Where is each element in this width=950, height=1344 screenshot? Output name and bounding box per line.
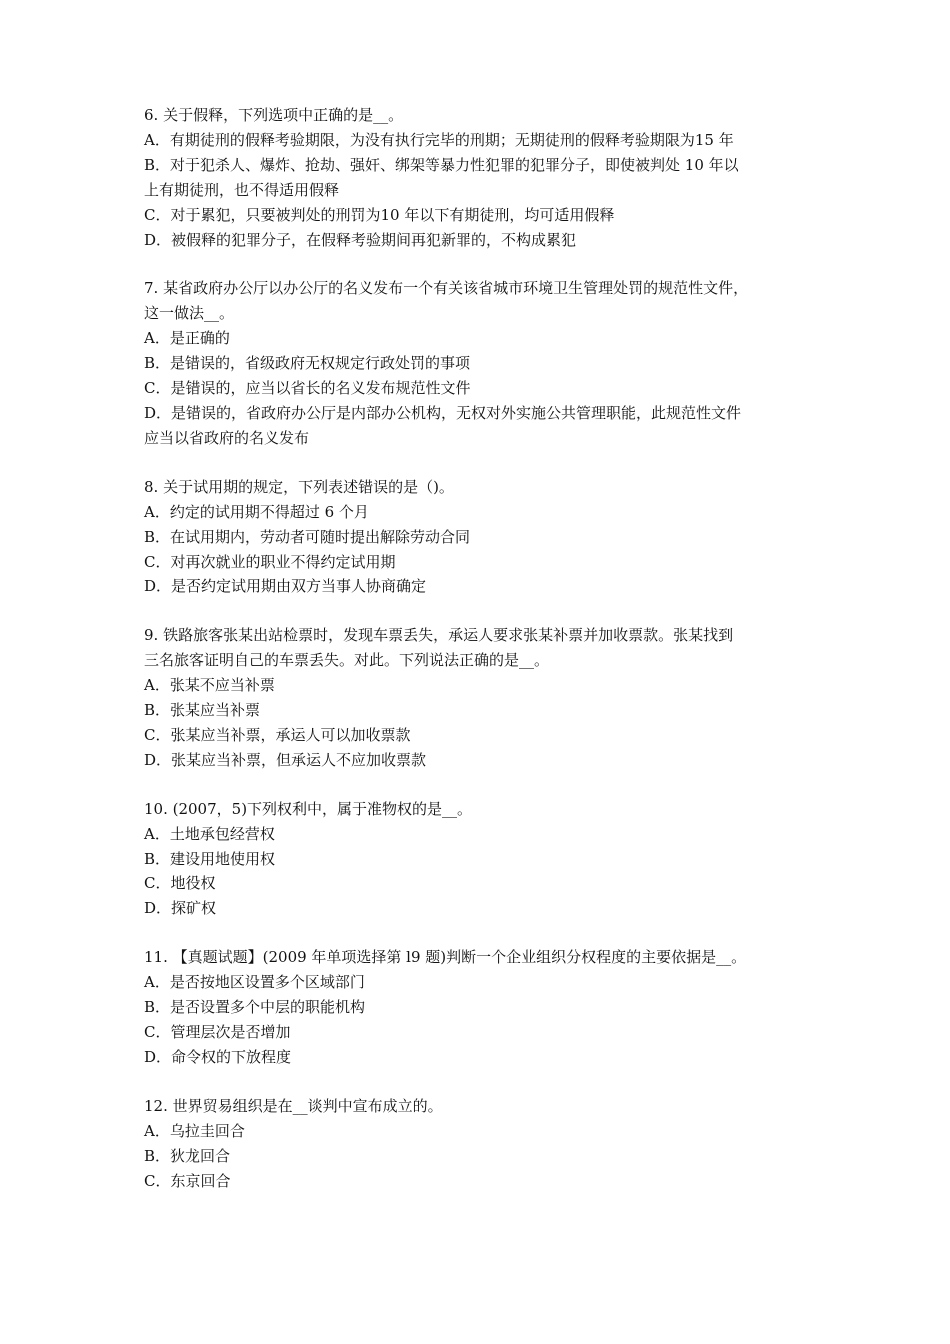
- option-b: [144, 153, 824, 203]
- option-line: C．张某应当补票，承运人可以加收票款: [144, 725, 411, 744]
- question-stem: [144, 623, 824, 673]
- option-d: [144, 228, 824, 253]
- option-line: A．是否按地区设置多个区域部门: [144, 973, 365, 992]
- stem-line: 11. 【真题试题】(2009 年单项选择第 l9 题)判断一个企业组织分权程度的主要依据是__。: [144, 948, 747, 967]
- option-d: [144, 896, 824, 921]
- stem-line: 7. 某省政府办公厅以办公厅的名义发布一个有关该省城市环境卫生管理处罚的规范性文件，: [144, 279, 749, 298]
- option-line: D．探矿权: [144, 899, 217, 918]
- option-a: [144, 673, 824, 698]
- option-a: [144, 500, 824, 525]
- question-8: [144, 475, 824, 600]
- option-c: [144, 723, 824, 748]
- question-10: [144, 797, 824, 922]
- option-line: A．是正确的: [144, 329, 230, 348]
- stem-line: 6. 关于假释，下列选项中正确的是__。: [144, 106, 404, 124]
- option-c: [144, 376, 824, 401]
- question-stem: [144, 475, 824, 500]
- option-line: 应当以省政府的名义发布: [144, 428, 310, 447]
- option-b: [144, 525, 824, 550]
- question-stem: [144, 276, 824, 326]
- option-line: D．被假释的犯罪分子，在假释考验期间再犯新罪的，不构成累犯: [144, 230, 577, 249]
- option-b: [144, 1144, 824, 1169]
- option-line: C．是错误的，应当以省长的名义发布规范性文件: [144, 379, 471, 398]
- option-line: A．约定的试用期不得超过 6 个月: [144, 502, 369, 521]
- option-d: [144, 748, 824, 773]
- option-line: C．地役权: [144, 874, 216, 893]
- option-line: D．命令权的下放程度: [144, 1047, 292, 1066]
- question-12: [144, 1094, 824, 1194]
- question-stem: [144, 945, 824, 970]
- option-line: B．是否设置多个中层的职能机构: [144, 998, 366, 1017]
- question-7: [144, 276, 824, 450]
- option-line: A．张某不应当补票: [144, 676, 275, 695]
- option-d: [144, 401, 824, 451]
- document-page: [144, 103, 824, 1217]
- option-b: [144, 351, 824, 376]
- option-line: C．对于累犯，只要被判处的刑罚为10 年以下有期徒刑，均可适用假释: [144, 205, 615, 224]
- option-c: [144, 1169, 824, 1194]
- option-c: [144, 1020, 824, 1045]
- question-9: [144, 623, 824, 772]
- option-line: A．乌拉圭回合: [144, 1121, 245, 1140]
- option-b: [144, 995, 824, 1020]
- option-line: B．狄龙回合: [144, 1146, 231, 1165]
- question-11: [144, 945, 824, 1070]
- option-a: [144, 822, 824, 847]
- option-line: D．张某应当补票，但承运人不应加收票款: [144, 750, 427, 769]
- option-line: B．在试用期内，劳动者可随时提出解除劳动合同: [144, 527, 471, 546]
- question-stem: [144, 1094, 824, 1119]
- stem-line: 10. (2007，5)下列权利中，属于准物权的是__。: [144, 799, 473, 818]
- option-line: C．对再次就业的职业不得约定试用期: [144, 552, 396, 571]
- option-line: A．有期徒刑的假释考验期限，为没有执行完毕的刑期；无期徒刑的假释考验期限为15 年: [144, 130, 734, 149]
- option-line: C．管理层次是否增加: [144, 1023, 291, 1041]
- option-a: [144, 128, 824, 153]
- stem-line: 8. 关于试用期的规定，下列表述错误的是（)。: [144, 477, 454, 496]
- option-line: B．对于犯杀人、爆炸、抢劫、强奸、绑架等暴力性犯罪的犯罪分子，即使被判处 10 年以: [144, 155, 739, 174]
- option-line: B．张某应当补票: [144, 701, 261, 720]
- stem-line: 9. 铁路旅客张某出站检票时，发现车票丢失，承运人要求张某补票并加收票款。张某找到: [144, 626, 734, 645]
- option-d: [144, 574, 824, 599]
- stem-line: 这一做法__。: [144, 304, 235, 323]
- option-a: [144, 1119, 824, 1144]
- question-stem: [144, 797, 824, 822]
- option-b: [144, 847, 824, 872]
- option-d: [144, 1045, 824, 1070]
- question-6: [144, 103, 824, 252]
- question-stem: [144, 103, 824, 128]
- option-c: [144, 550, 824, 575]
- option-line: A．土地承包经营权: [144, 824, 275, 843]
- stem-line: 三名旅客证明自己的车票丢失。对此。下列说法正确的是__。: [144, 651, 550, 670]
- option-line: 上有期徒刑，也不得适用假释: [144, 180, 340, 199]
- option-b: [144, 698, 824, 723]
- option-c: [144, 871, 824, 896]
- option-a: [144, 970, 824, 995]
- option-c: [144, 203, 824, 228]
- option-line: B．建设用地使用权: [144, 849, 276, 868]
- option-line: C．东京回合: [144, 1171, 231, 1190]
- stem-line: 12. 世界贸易组织是在__谈判中宣布成立的。: [144, 1096, 443, 1115]
- option-a: [144, 326, 824, 351]
- option-line: D．是否约定试用期由双方当事人协商确定: [144, 577, 427, 596]
- option-line: D．是错误的，省政府办公厅是内部办公机构，无权对外实施公共管理职能，此规范性文件: [144, 403, 742, 422]
- option-line: B．是错误的，省级政府无权规定行政处罚的事项: [144, 354, 471, 373]
